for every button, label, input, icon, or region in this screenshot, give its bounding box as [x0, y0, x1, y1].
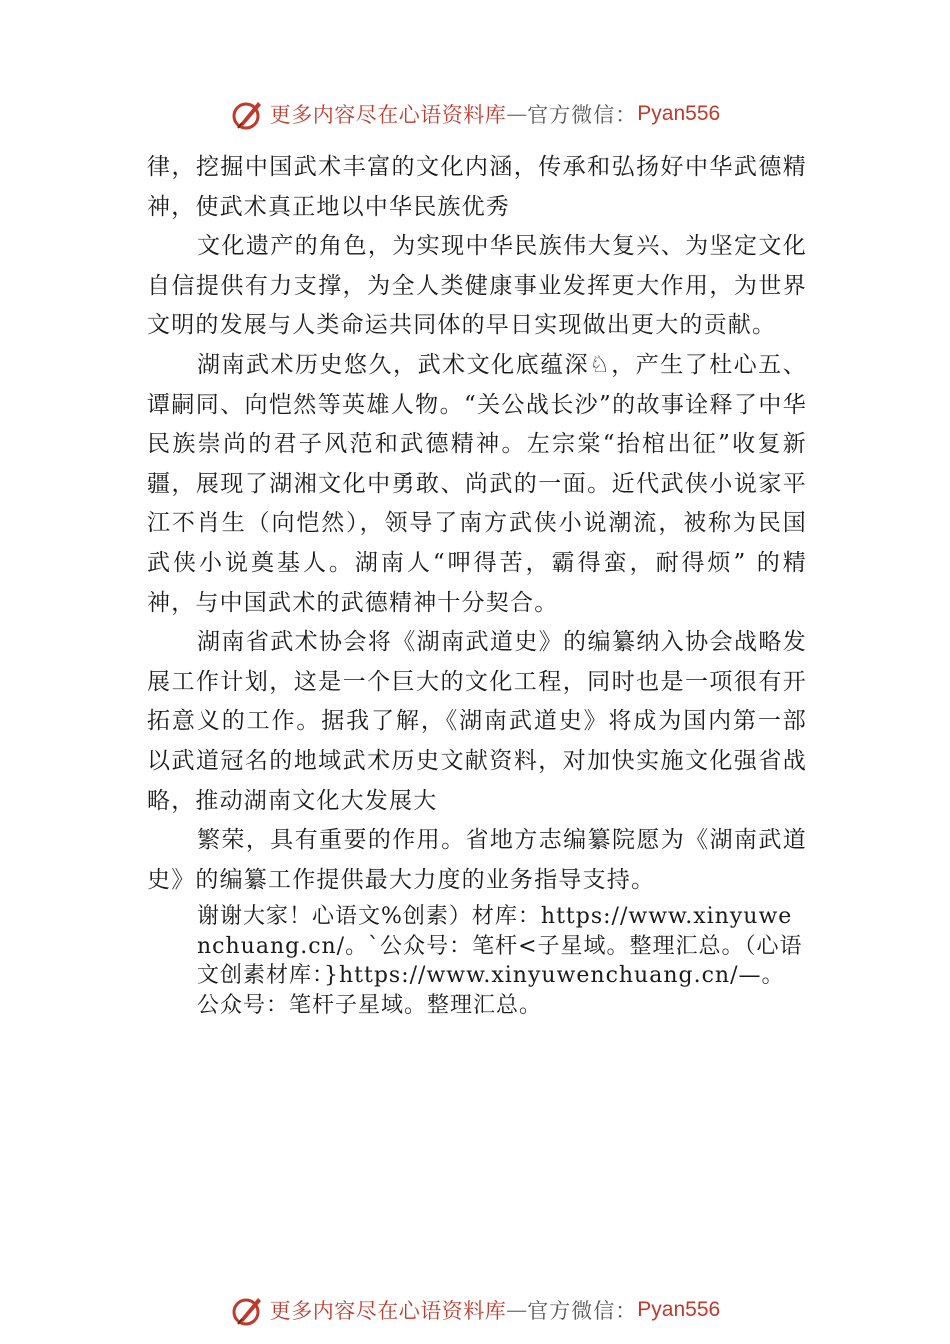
paragraph-3: 湖南武术历史悠久，武术文化底蕴深♘，产生了杜心五、谭嗣同、向恺然等英雄人物。“关公战长沙”的故事诠释了中华民族崇尚的君子风范和武德精神。左宗棠“抬棺出征”收复新疆，展现了湖湘文化中勇敢、尚武的一面。近代武侠小说家平江不肖生（向恺然），领导了南方武侠小说潮流，被称为民国武侠小说奠基人。湖南人“呷得苦，霸得蛮，耐得烦” 的精神，与中国武术的武德精神十分契合。 [147, 351, 807, 616]
paragraph-5: 繁荣，具有重要的作用。省地方志编纂院愿为《湖南武道史》的编纂工作提供最大力度的业务指导支持。 [147, 827, 807, 893]
banner-site-name: 更多内容尽在心语资料库 [269, 103, 507, 127]
banner-wechat-id: Pyan556 [637, 102, 721, 125]
banner-site-name: 更多内容尽在心语资料库 [269, 1299, 507, 1323]
banner-wechat-id: Pyan556 [637, 1298, 721, 1321]
footer-watermark-banner [0, 1288, 950, 1332]
header-watermark-banner [0, 92, 950, 136]
banner-wechat-label: 官方微信： [527, 103, 638, 127]
source-note: 谢谢大家！心语文%创素）材库：https://www.xinyuwenchuang.cn/。`公众号：笔杆<子星域。整理汇总。（心语文创素材库：}https://www.xinyuwenchuang.cn/—。公众号：笔杆子星域。整理汇总。 [197, 904, 803, 1018]
document-body [147, 148, 807, 1020]
banner-dash: — [506, 1298, 528, 1322]
paragraph-2: 文化遗产的角色，为实现中华民族伟大复兴、为坚定文化自信提供有力支撑，为全人类健康事业发挥更大作用，为世界文明的发展与人类命运共同体的早日实现做出更大的贡献。 [147, 233, 807, 339]
paragraph-4: 湖南省武术协会将《湖南武道史》的编纂纳入协会战略发展工作计划，这是一个巨大的文化工程，同时也是一项很有开拓意义的工作。据我了解，《湖南武道史》将成为国内第一部以武道冠名的地域武术历史文献资料，对加快实施文化强省战略，推动湖南文化大发展大 [147, 629, 807, 814]
banner-dash: — [506, 102, 528, 126]
banner-wechat-label: 官方微信： [527, 1299, 638, 1323]
quill-logo-icon [230, 96, 266, 132]
quill-logo-icon [230, 1292, 266, 1328]
paragraph-1: 律，挖掘中国武术丰富的文化内涵，传承和弘扬好中华武德精神，使武术真正地以中华民族优秀 [147, 154, 807, 220]
